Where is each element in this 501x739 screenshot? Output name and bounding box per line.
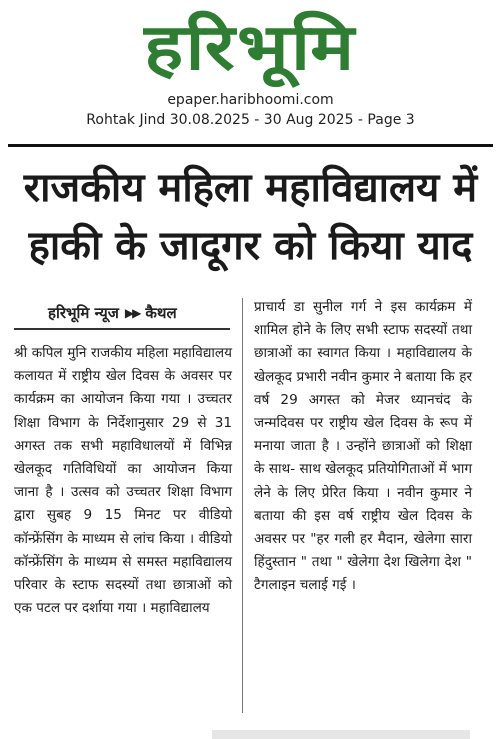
headline-line-1: राजकीय महिला महाविद्यालय में <box>23 165 478 211</box>
headline-line-2: हाकी के जादूगर को किया याद <box>28 223 473 269</box>
byline-place: कैथल <box>145 304 177 322</box>
header-divider <box>8 144 493 147</box>
byline-source: हरिभूमि न्यूज <box>48 304 119 322</box>
article-column-left: श्री कपिल मुनि राजकीय महिला महाविद्यालय कलायत में राष्ट्रीय खेल दिवस के अवसर पर कार्यक्रम का आयोजन किया गया । उच्चतर शिक्षा विभाग के निर्देशानुसार 29 से 31 अगस्त तक सभी महाविधालयों में विभिन्न खेलकूद गतिविधियों का आयोजन किया जाना है । उत्सव को उच्चतर शिक्षा विभाग द्वारा सुबह 9 15 मिनट पर वीडियो कॉन्फ्रेंसिंग के माध्यम से लांच किया । वीडियो कॉन्फ्रेंसिंग के माध्यम से समस्त महाविद्यालय परिवार के स्टाफ सदस्यों तथा छात्राओं को एक पटल पर दर्शाया गया । महाविद्यालय <box>14 345 232 617</box>
edition-info: Rohtak Jind 30.08.2025 - 30 Aug 2025 - Page 3 <box>86 112 415 128</box>
byline-underline <box>14 328 230 330</box>
epaper-url[interactable]: epaper.haribhoomi.com <box>167 92 334 108</box>
next-article-strip <box>212 730 470 739</box>
newspaper-logo[interactable]: हरिभूमि <box>144 11 357 85</box>
byline <box>14 300 230 326</box>
byline-arrow-icon: ▶▶ <box>124 306 140 320</box>
next-article-fragment <box>14 733 164 739</box>
masthead <box>0 8 501 88</box>
column-divider <box>242 298 243 713</box>
article-column-right: प्राचार्य डा सुनील गर्ग ने इस कार्यक्रम में शामिल होने के लिए सभी स्टाफ सदस्यों तथा छात्राओं का स्वागत किया । महाविद्यालय के खेलकूद प्रभारी नवीन कुमार ने बताया कि हर वर्ष 29 अगस्त को मेजर ध्यानचंद के जन्मदिवस पर राष्ट्रीय खेल दिवस के रूप में मनाया जाता है । उन्होंने छात्राओं को शिक्षा के साथ- साथ खेलकूद प्रतियोगिताओं में भाग लेने के लिए प्रेरित किया । नवीन कुमार ने बताया की इस वर्ष राष्ट्रीय खेल दिवस के अवसर पर "हर गली हर मैदान, खेलेगा सारा हिंदुस्तान " तथा " खेलेगा देश खिलेगा देश " टैगलाइन चलाई गई । <box>254 299 472 594</box>
